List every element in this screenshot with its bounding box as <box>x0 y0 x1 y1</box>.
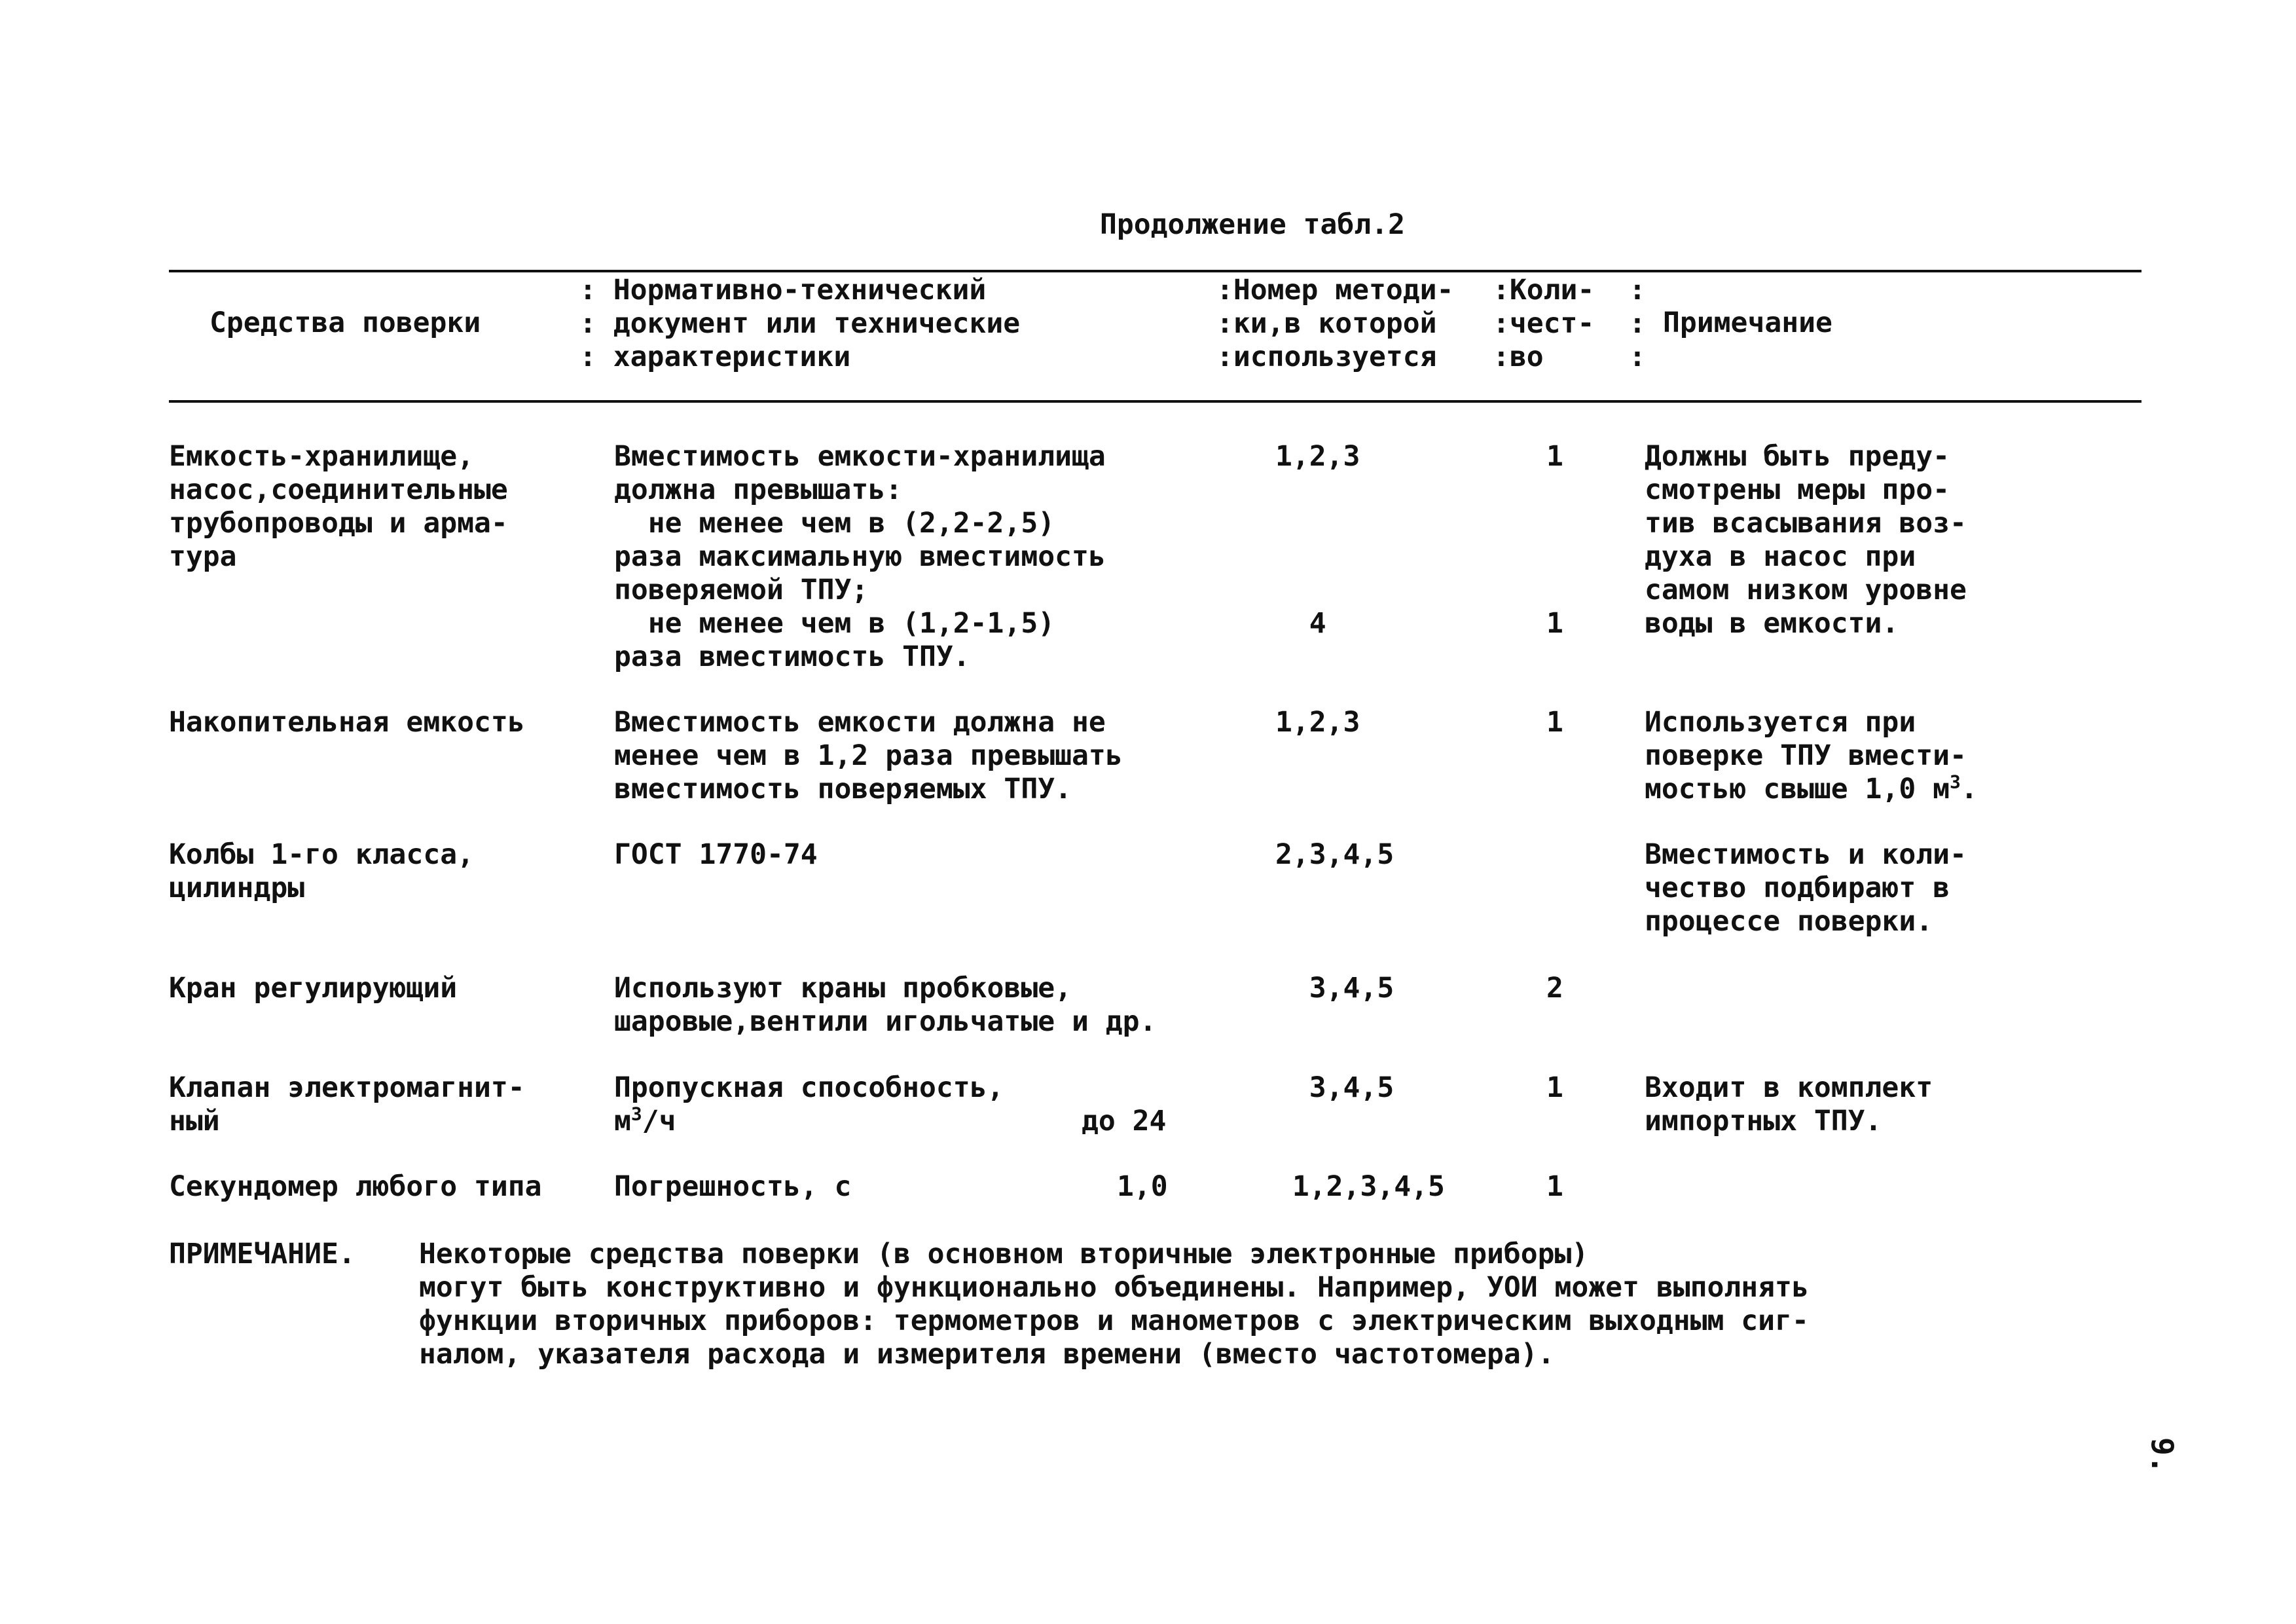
note-text: Используется при поверке ТПУ вмести- мостью свыше 1,0 м <box>1645 706 1967 805</box>
header-col-note-separator: : : : <box>1629 274 1646 373</box>
row-method: 1,2,3 <box>1275 706 1360 739</box>
row-means-name: Накопительная емкость <box>169 706 525 739</box>
row-note <box>1645 706 1978 806</box>
header-col-means: Средства поверки <box>210 306 481 339</box>
row-method: 1,2,3 4 <box>1275 440 1360 640</box>
page-number: 9. <box>2145 1437 2180 1474</box>
row-quantity: 2 <box>1546 972 1563 1005</box>
document-unit-tail: /ч <box>642 1105 676 1137</box>
row-means-name: Емкость-хранилище, насос,соединительные трубопроводы и арма- тура <box>169 440 508 573</box>
row-method: 1,2,3,4,5 <box>1275 1170 1445 1203</box>
row-document: Используют краны пробковые, шаровые,вентили игольчатые и др. <box>614 972 1157 1038</box>
header-col-quantity: :Коли- :чест- :во <box>1493 274 1595 373</box>
row-means-name: Кран регулирующий <box>169 972 458 1005</box>
row-quantity: 1 1 <box>1546 440 1563 640</box>
row-document-value: 1,0 <box>1117 1170 1168 1203</box>
row-note: Вместимость и коли- чество подбирают в процессе поверки. <box>1645 838 1967 938</box>
header-top-rule <box>169 270 2141 272</box>
row-quantity: 1 <box>1546 1170 1563 1203</box>
row-means-name: Секундомер любого типа <box>169 1170 542 1203</box>
row-document <box>614 1071 1004 1138</box>
header-bottom-rule <box>169 400 2141 403</box>
footnote-label: ПРИМЕЧАНИЕ. <box>169 1238 355 1270</box>
row-document-value: до 24 <box>1082 1105 1167 1137</box>
footnote-text: Некоторые средства поверки (в основном вторичные электронные приборы) могут быть конструктивно и функционально объединены. Например, УОИ может выполнять функции вторичных приборов: термометров и манометров с электрическим выходным сиг- налом, указателя расхода и измерителя времени (вместо частотомера). <box>419 1238 1809 1371</box>
row-means-name: Колбы 1-го класса, цилиндры <box>169 838 474 904</box>
row-method: 2,3,4,5 <box>1275 838 1394 871</box>
header-col-note: Примечание <box>1663 306 1832 339</box>
header-col-method: :Номер методи- :ки,в которой :используется <box>1216 274 1454 373</box>
row-quantity: 1 <box>1546 706 1563 739</box>
row-note: Входит в комплект импортных ТПУ. <box>1645 1071 1933 1137</box>
header-col-document: : Нормативно-технический : документ или технические : характеристики <box>579 274 1021 373</box>
document-text: Пропускная способность, м <box>614 1071 1004 1137</box>
note-superscript: 3 <box>1950 771 1961 793</box>
note-end: . <box>1960 773 1978 805</box>
row-quantity: 1 <box>1546 1071 1563 1104</box>
row-means-name: Клапан электромагнит- ный <box>169 1071 525 1137</box>
row-document: Погрешность, с <box>614 1170 852 1203</box>
row-method: 3,4,5 <box>1275 1071 1394 1104</box>
table-caption: Продолжение табл.2 <box>1100 208 1405 241</box>
document-superscript: 3 <box>630 1103 642 1125</box>
row-note: Должны быть преду- смотрены меры про- тив всасывания воз- духа в насос при самом низком уровне воды в емкости. <box>1645 440 1967 640</box>
row-document: Вместимость емкости-хранилища должна превышать: не менее чем в (2,2-2,5) раза максимальную вместимость поверяемой ТПУ; не менее чем в (1,2-1,5) раза вместимость ТПУ. <box>614 440 1106 673</box>
row-document: ГОСТ 1770-74 <box>614 838 818 871</box>
row-document: Вместимость емкости должна не менее чем в 1,2 раза превышать вместимость поверяемых ТПУ. <box>614 706 1123 805</box>
row-method: 3,4,5 <box>1275 972 1394 1005</box>
